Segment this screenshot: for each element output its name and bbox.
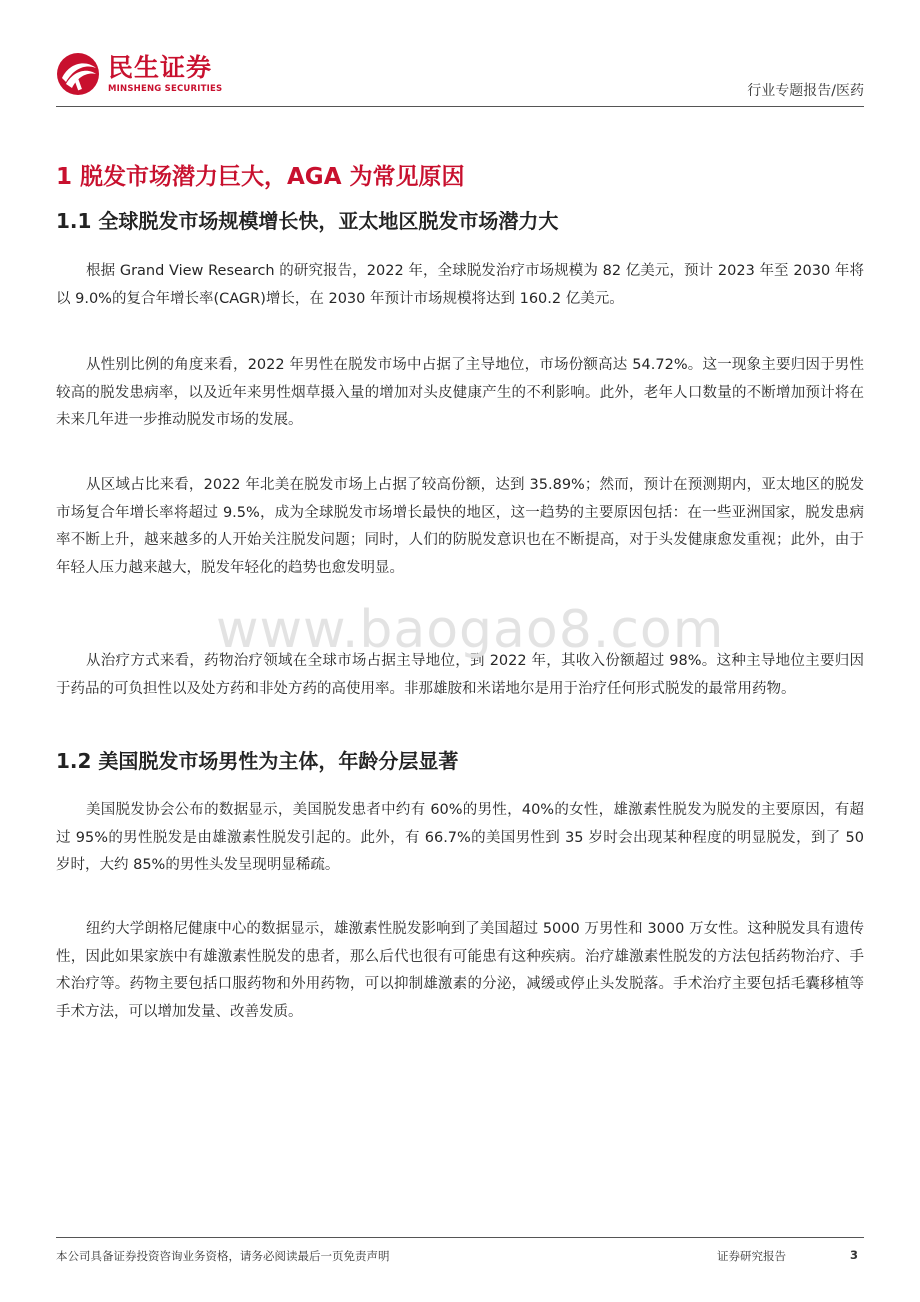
paragraph-us-patients: 美国脱发协会公布的数据显示，美国脱发患者中约有 60%的男性，40%的女性，雄激素性脱发为脱发的主要原因，有超过 95%的男性脱发是由雄激素性脱发引起的。此外，有 66.7%的美国男性到 35 岁时会出现某种程度的明显脱发，到了 50 岁时，大约 85%的男性头发呈现明显稀疏。	[56, 802, 864, 874]
company-logo	[56, 52, 222, 96]
paragraph-nyu-data: 纽约大学朗格尼健康中心的数据显示，雄激素性脱发影响到了美国超过 5000 万男性和 3000 万女性。这种脱发具有遗传性，因此如果家族中有雄激素性脱发的患者，那么后代也很有可能患有这种疾病。治疗雄激素性脱发的方法包括药物治疗、手术治疗等。药物主要包括口服药物和外用药物，可以抑制雄激素的分泌，减缓或停止头发脱落。手术治疗主要包括毛囊移植等手术方法，可以增加发量、改善发质。	[56, 921, 864, 1020]
section-1-1-title: 1.1 全球脱发市场规模增长快，亚太地区脱发市场潜力大	[56, 209, 559, 233]
page-number: 3	[849, 1248, 858, 1262]
report-type-label: 行业专题报告/医药	[747, 83, 864, 99]
minsheng-logo-icon	[56, 52, 100, 96]
footer-disclaimer: 本公司具备证券投资咨询业务资格，请务必阅读最后一页免责声明	[56, 1249, 390, 1263]
watermark: www.baogao8.com	[216, 600, 725, 660]
logo-english-name: MINSHENG SECURITIES	[108, 84, 223, 94]
paragraph-regional-share: 从区域占比来看，2022 年北美在脱发市场上占据了较高份额，达到 35.89%；然而，预计在预测期内，亚太地区的脱发市场复合年增长率将超过 9.5%，成为全球脱发市场增长最快的地区，这一趋势的主要原因包括：在一些亚洲国家，脱发患病率不断上升，越来越多的人开始关注脱发问题；同时，人们的防脱发意识也在不断提高，对于头发健康愈发重视；此外，由于年轻人压力越来越大，脱发年轻化的趋势也愈发明显。	[56, 477, 864, 576]
paragraph-market-size: 根据 Grand View Research 的研究报告，2022 年，全球脱发治疗市场规模为 82 亿美元，预计 2023 年至 2030 年将以 9.0%的复合年增长率(CAGR)增长，在 2030 年预计市场规模将达到 160.2 亿美元。	[56, 263, 864, 307]
header-divider	[56, 106, 864, 107]
footer-report-label: 证券研究报告	[717, 1249, 786, 1263]
footer-divider	[56, 1237, 864, 1238]
section-1-title: 1 脱发市场潜力巨大，AGA 为常见原因	[56, 164, 465, 190]
logo-chinese-name: 民生证券	[108, 53, 213, 82]
paragraph-treatment-mode: 从治疗方式来看，药物治疗领域在全球市场占据主导地位，到 2022 年，其收入份额超过 98%。这种主导地位主要归因于药品的可负担性以及处方药和非处方药的高使用率。非那雄胺和米诺地尔是用于治疗任何形式脱发的最常用药物。	[56, 653, 864, 697]
section-1-2-title: 1.2 美国脱发市场男性为主体，年龄分层显著	[56, 749, 459, 773]
paragraph-gender-share: 从性别比例的角度来看，2022 年男性在脱发市场中占据了主导地位，市场份额高达 54.72%。这一现象主要归因于男性较高的脱发患病率，以及近年来男性烟草摄入量的增加对头皮健康产生的不利影响。此外，老年人口数量的不断增加预计将在未来几年进一步推动脱发市场的发展。	[56, 357, 864, 429]
